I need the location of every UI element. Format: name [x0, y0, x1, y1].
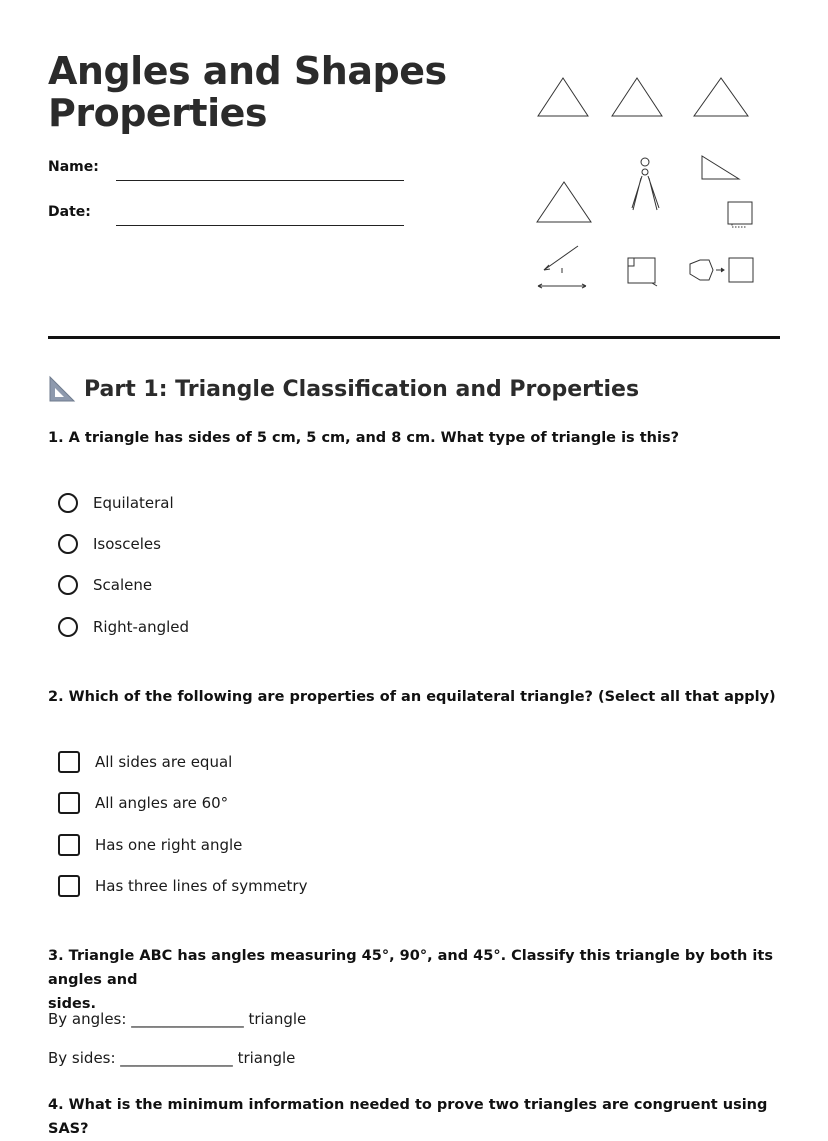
q3-by-sides[interactable]: By sides: _______________ triangle — [48, 1049, 296, 1067]
square-icon — [628, 258, 657, 286]
option-label: All angles are 60° — [95, 794, 229, 812]
title-line-1: Angles and Shapes — [48, 49, 447, 93]
triangle-icon — [694, 78, 748, 116]
circle-to-square-icon — [690, 258, 753, 282]
triangle-icon — [612, 78, 662, 116]
q2-option-three-lines-symmetry[interactable] — [58, 874, 307, 898]
radio-button[interactable] — [58, 575, 78, 595]
triangles-row — [520, 70, 770, 130]
worksheet-title — [48, 50, 447, 134]
question-3-line-2: sides. — [48, 996, 96, 1012]
date-field[interactable] — [116, 225, 404, 226]
option-label: Scalene — [93, 576, 153, 594]
angle-arrow-icon — [538, 246, 586, 288]
question-3-line-1: 3. Triangle ABC has angles measuring 45°, 90°, and 45°. Classify this triangle by both its angles and — [48, 948, 773, 988]
q1-option-equilateral[interactable] — [58, 491, 174, 515]
checkbox[interactable] — [58, 834, 80, 856]
option-label: All sides are equal — [95, 753, 233, 771]
compass-icon — [632, 158, 659, 210]
option-label: Has one right angle — [95, 836, 243, 854]
radio-button[interactable] — [58, 534, 78, 554]
radio-button[interactable] — [58, 617, 78, 637]
name-label: Name: — [48, 159, 99, 175]
title-line-2: Properties — [48, 91, 267, 135]
q1-option-scalene[interactable] — [58, 573, 152, 597]
right-triangle-icon — [702, 156, 739, 179]
checkbox[interactable] — [58, 875, 80, 897]
q3-by-angles[interactable]: By angles: _______________ triangle — [48, 1010, 307, 1028]
triangle-icon — [537, 182, 591, 222]
question-4: 4. What is the minimum information needed to prove two triangles are congruent using SAS? — [48, 1097, 768, 1137]
q1-option-isosceles[interactable] — [58, 532, 161, 556]
q2-option-all-sides-equal[interactable] — [58, 750, 232, 774]
header-divider — [48, 336, 780, 339]
date-label: Date: — [48, 204, 91, 220]
question-3 — [48, 944, 780, 1016]
option-label: Has three lines of symmetry — [95, 877, 308, 895]
checkbox[interactable] — [58, 751, 80, 773]
geometry-icons — [520, 148, 770, 298]
section-1-title: Part 1: Triangle Classification and Properties — [84, 376, 640, 402]
q2-option-one-right-angle[interactable] — [58, 833, 242, 857]
q1-option-right-angled[interactable] — [58, 615, 189, 639]
triangle-icon — [538, 78, 588, 116]
radio-button[interactable] — [58, 493, 78, 513]
option-label: Isosceles — [93, 535, 161, 553]
question-1: 1. A triangle has sides of 5 cm, 5 cm, and 8 cm. What type of triangle is this? — [48, 430, 679, 446]
q2-option-all-angles-60[interactable] — [58, 791, 228, 815]
checkbox[interactable] — [58, 792, 80, 814]
square-icon — [728, 202, 752, 227]
option-label: Equilateral — [93, 494, 174, 512]
section-1-header — [48, 372, 639, 406]
question-2: 2. Which of the following are properties of an equilateral triangle? (Select all that apply) — [48, 689, 776, 705]
name-field[interactable] — [116, 180, 404, 181]
option-label: Right-angled — [93, 618, 190, 636]
set-square-icon — [48, 375, 76, 403]
